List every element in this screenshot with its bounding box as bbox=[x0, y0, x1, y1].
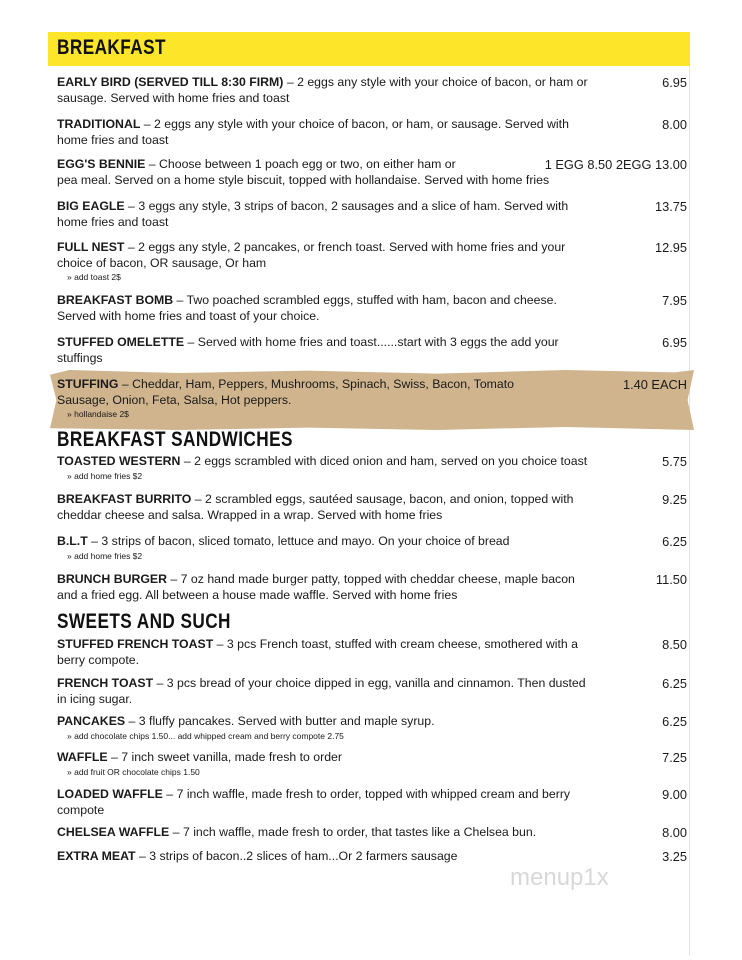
item-line bbox=[57, 335, 687, 351]
item-line bbox=[57, 377, 687, 393]
item-price: 6.25 bbox=[662, 714, 687, 729]
item-line bbox=[57, 637, 687, 653]
item-name: PANCAKES bbox=[57, 714, 126, 728]
menu-item bbox=[57, 117, 687, 148]
item-price: 8.50 bbox=[662, 637, 687, 652]
item-name: STUFFED OMELETTE bbox=[57, 335, 185, 349]
item-description: compote bbox=[57, 802, 105, 817]
item-line bbox=[57, 534, 687, 550]
item-name: B.L.T bbox=[57, 534, 88, 548]
item-line bbox=[57, 293, 687, 309]
item-line bbox=[57, 454, 687, 470]
item-note: » add home fries $2 bbox=[67, 470, 143, 481]
item-price: 6.25 bbox=[662, 534, 687, 549]
menu-item bbox=[57, 454, 687, 483]
item-description: sausage. Served with home fries and toast bbox=[57, 90, 290, 105]
item-line bbox=[57, 117, 687, 133]
item-name: EARLY BIRD (SERVED TILL 8:30 FIRM) bbox=[57, 75, 284, 89]
item-name: LOADED WAFFLE bbox=[57, 787, 163, 801]
menu-item bbox=[57, 199, 687, 230]
item-description: home fries and toast bbox=[57, 214, 169, 229]
item-description: – 3 pcs French toast, stuffed with cream cheese, smothered with a bbox=[213, 637, 578, 651]
item-description: – Two poached scrambled eggs, stuffed with ham, bacon and cheese. bbox=[173, 293, 557, 307]
item-price: 1 EGG 8.50 2EGG 13.00 bbox=[544, 157, 687, 172]
item-description: – 2 eggs any style with your choice of bacon, or ham, or sausage. Served with bbox=[140, 117, 569, 131]
item-name: FRENCH TOAST bbox=[57, 676, 154, 690]
menu-item bbox=[57, 240, 687, 284]
item-line bbox=[57, 803, 687, 819]
item-line bbox=[57, 215, 687, 231]
item-description: – 7 oz hand made burger patty, topped with cheddar cheese, maple bacon bbox=[167, 572, 575, 586]
item-note: » hollandaise 2$ bbox=[67, 409, 129, 419]
section-heading: BREAKFAST bbox=[57, 36, 166, 59]
item-line bbox=[57, 91, 687, 107]
item-line bbox=[57, 133, 687, 149]
item-description: – 3 strips of bacon..2 slices of ham...Or 2 farmers sausage bbox=[135, 849, 458, 863]
item-description: – 3 eggs any style, 3 strips of bacon, 2 sausages and a slice of ham. Served with bbox=[124, 199, 569, 213]
item-description: in icing sugar. bbox=[57, 691, 133, 706]
menu-item bbox=[57, 637, 687, 668]
item-description: – 7 inch waffle, made fresh to order, that tastes like a Chelsea bun. bbox=[169, 825, 537, 839]
section-heading: SWEETS AND SUCH bbox=[57, 610, 231, 633]
item-line bbox=[57, 588, 687, 604]
item-note: » add chocolate chips 1.50... add whipped cream and berry compote 2.75 bbox=[67, 730, 344, 741]
item-name: TRADITIONAL bbox=[57, 117, 141, 131]
item-line bbox=[57, 653, 687, 669]
item-price: 9.00 bbox=[662, 787, 687, 802]
item-name: FULL NEST bbox=[57, 240, 125, 254]
item-description: – 3 strips of bacon, sliced tomato, lettuce and mayo. On your choice of bread bbox=[87, 534, 510, 548]
item-name: STUFFED FRENCH TOAST bbox=[57, 637, 214, 651]
watermark-logo: menup1x bbox=[510, 864, 609, 891]
item-description: – 2 scrambled eggs, sautéed sausage, bacon, and onion, topped with bbox=[191, 492, 574, 506]
item-line bbox=[57, 750, 687, 766]
item-description: – 3 fluffy pancakes. Served with butter and maple syrup. bbox=[125, 714, 435, 728]
item-description: choice of bacon, OR sausage, Or ham bbox=[57, 255, 267, 270]
item-name: BRUNCH BURGER bbox=[57, 572, 167, 586]
item-name: EGG'S BENNIE bbox=[57, 157, 146, 171]
item-name: EXTRA MEAT bbox=[57, 849, 136, 863]
item-price: 9.25 bbox=[662, 492, 687, 507]
item-description: – 7 inch sweet vanilla, made fresh to order bbox=[107, 750, 342, 764]
item-price: 8.00 bbox=[662, 117, 687, 132]
menu-item bbox=[57, 676, 687, 707]
item-price: 7.25 bbox=[662, 750, 687, 765]
menu-item bbox=[57, 492, 687, 523]
page-edge bbox=[689, 66, 690, 956]
item-description: – 3 pcs bread of your choice dipped in egg, vanilla and cinnamon. Then dusted bbox=[153, 676, 586, 690]
item-line bbox=[57, 849, 687, 865]
item-line bbox=[57, 256, 687, 272]
item-line bbox=[57, 714, 687, 730]
item-description: – Cheddar, Ham, Peppers, Mushrooms, Spinach, Swiss, Bacon, Tomato bbox=[118, 377, 514, 391]
item-line bbox=[57, 492, 687, 508]
item-line bbox=[57, 787, 687, 803]
item-note: » add home fries $2 bbox=[67, 550, 143, 561]
item-line bbox=[57, 508, 687, 524]
section-heading: BREAKFAST SANDWICHES bbox=[57, 428, 293, 451]
menu-item bbox=[57, 534, 687, 563]
item-line bbox=[57, 309, 687, 325]
item-description: – Served with home fries and toast......start with 3 eggs the add your bbox=[184, 335, 559, 349]
item-price: 11.50 bbox=[655, 572, 687, 587]
menu-item bbox=[57, 750, 687, 779]
item-note: » add fruit OR chocolate chips 1.50 bbox=[67, 766, 200, 777]
item-line bbox=[57, 199, 687, 215]
item-description: – 7 inch waffle, made fresh to order, topped with whipped cream and berry bbox=[162, 787, 571, 801]
item-description: – 2 eggs any style, 2 pancakes, or french toast. Served with home fries and your bbox=[124, 240, 566, 254]
menu-item bbox=[57, 787, 687, 818]
menu-item bbox=[57, 849, 687, 865]
item-price: 6.25 bbox=[662, 676, 687, 691]
item-price: 8.00 bbox=[662, 825, 687, 840]
item-line bbox=[57, 351, 687, 367]
item-description: – 2 eggs scrambled with diced onion and ham, served on you choice toast bbox=[180, 454, 588, 468]
item-price: 6.95 bbox=[662, 75, 687, 90]
item-description: pea meal. Served on a home style biscuit, topped with hollandaise. Served with home fries bbox=[57, 172, 550, 187]
item-price: 7.95 bbox=[662, 293, 687, 308]
item-note: » add toast 2$ bbox=[67, 272, 121, 282]
item-line bbox=[57, 173, 687, 189]
item-description: – 2 eggs any style with your choice of bacon, or ham or bbox=[283, 75, 588, 89]
item-price: 13.75 bbox=[654, 199, 687, 214]
item-description: stuffings bbox=[57, 350, 103, 365]
item-name: WAFFLE bbox=[57, 750, 108, 764]
item-line bbox=[57, 572, 687, 588]
menu-item bbox=[57, 377, 687, 421]
item-description: and a fried egg. All between a house made waffle. Served with home fries bbox=[57, 587, 458, 602]
item-price: 6.95 bbox=[662, 335, 687, 350]
item-name: STUFFING bbox=[57, 377, 119, 391]
item-line bbox=[57, 676, 687, 692]
item-name: BIG EAGLE bbox=[57, 199, 125, 213]
item-description: Sausage, Onion, Feta, Salsa, Hot peppers. bbox=[57, 392, 292, 407]
item-name: BREAKFAST BOMB bbox=[57, 293, 174, 307]
item-description: berry compote. bbox=[57, 652, 140, 667]
item-line bbox=[57, 240, 687, 256]
item-price: 1.40 EACH bbox=[622, 377, 687, 392]
item-name: TOASTED WESTERN bbox=[57, 454, 181, 468]
item-price: 12.95 bbox=[654, 240, 687, 255]
item-line bbox=[57, 393, 687, 409]
menu-item bbox=[57, 572, 687, 603]
item-line bbox=[57, 75, 687, 91]
menu-item bbox=[57, 335, 687, 366]
item-description: home fries and toast bbox=[57, 132, 169, 147]
menu-item bbox=[57, 157, 687, 188]
item-line bbox=[57, 692, 687, 708]
menu-item bbox=[57, 714, 687, 743]
item-price: 3.25 bbox=[662, 849, 687, 864]
item-name: CHELSEA WAFFLE bbox=[57, 825, 170, 839]
menu-item bbox=[57, 825, 687, 841]
menu-item bbox=[57, 75, 687, 106]
item-price: 5.75 bbox=[662, 454, 687, 469]
item-description: – Choose between 1 poach egg or two, on either ham or bbox=[145, 157, 456, 171]
item-line bbox=[57, 825, 687, 841]
item-description: Served with home fries and toast of your choice. bbox=[57, 308, 320, 323]
item-description: cheddar cheese and salsa. Wrapped in a wrap. Served with home fries bbox=[57, 507, 443, 522]
item-name: BREAKFAST BURRITO bbox=[57, 492, 192, 506]
menu-item bbox=[57, 293, 687, 324]
